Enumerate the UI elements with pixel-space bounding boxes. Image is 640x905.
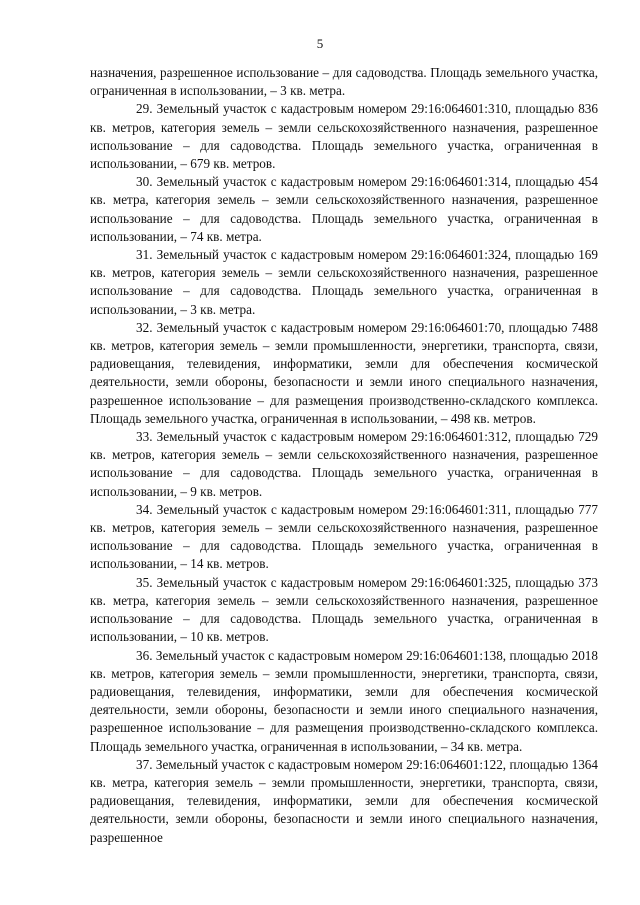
page-number: 5	[316, 36, 324, 51]
paragraph-item-33: 33. Земельный участок с кадастровым номером 29:16:064601:312, площадью 729 кв. метров, категория земель – земли сельскохозяйственного назначения, разрешенное использование – для садоводства. Площадь земельного участка, ограниченная в использовании, – 9 кв. метров.	[90, 429, 598, 499]
paragraph-item-29: 29. Земельный участок с кадастровым номером 29:16:064601:310, площадью 836 кв. метров, категория земель – земли сельскохозяйственного назначения, разрешенное использование – для садоводства. Площадь земельного участка, ограниченная в использовании, – 679 кв. метров.	[90, 101, 598, 172]
paragraph-item-35: 35. Земельный участок с кадастровым номером 29:16:064601:325, площадью 373 кв. метра, категория земель – земли сельскохозяйственного назначения, разрешенное использование – для садоводства. Площадь земельного участка, ограниченная в использовании, – 10 кв. метров.	[90, 574, 598, 645]
paragraph-item-37: 37. Земельный участок с кадастровым номером 29:16:064601:122, площадью 1364 кв. метра, категория земель – земли промышленности, энергетики, транспорта, связи, радиовещания, телевидения, информатики, земли для обеспечения космической деятельности, земли обороны, безопасности и земли иного специального назначения, разрешенное	[90, 756, 598, 845]
document-body	[90, 64, 598, 847]
paragraph-item-36: 36. Земельный участок с кадастровым номером 29:16:064601:138, площадью 2018 кв. метров, категория земель – земли промышленности, энергетики, транспорта, связи, радиовещания, телевидения, информатики, земли для обеспечения космической деятельности, земли обороны, безопасности и земли иного специального назначения, разрешенное использование – для размещения производственно-складского комплекса. Площадь земельного участка, ограниченная в использовании, – 34 кв. метра.	[90, 647, 598, 754]
paragraph-item-30: 30. Земельный участок с кадастровым номером 29:16:064601:314, площадью 454 кв. метра, категория земель – земли сельскохозяйственного назначения, разрешенное использование – для садоводства. Площадь земельного участка, ограниченная в использовании, – 74 кв. метра.	[90, 174, 598, 244]
paragraph-item-32: 32. Земельный участок с кадастровым номером 29:16:064601:70, площадью 7488 кв. метров, категория земель – земли промышленности, энергетики, транспорта, связи, радиовещания, телевидения, информатики, земли для обеспечения космической деятельности, земли обороны, безопасности и земли иного специального назначения, разрешенное использование – для размещения производственно-складского комплекса. Площадь земельного участка, ограниченная в использовании, – 498 кв. метров.	[90, 319, 598, 426]
paragraph-item-31: 31. Земельный участок с кадастровым номером 29:16:064601:324, площадью 169 кв. метров, категория земель – земли сельскохозяйственного назначения, разрешенное использование – для садоводства. Площадь земельного участка, ограниченная в использовании, – 3 кв. метра.	[90, 247, 598, 317]
paragraph-item-34: 34. Земельный участок с кадастровым номером 29:16:064601:311, площадью 777 кв. метров, категория земель – земли сельскохозяйственного назначения, разрешенное использование – для садоводства. Площадь земельного участка, ограниченная в использовании, – 14 кв. метров.	[90, 501, 598, 572]
paragraph-continuation: назначения, разрешенное использование – для садоводства. Площадь земельного участка, ограниченная в использовании, – 3 кв. метра.	[90, 65, 598, 99]
